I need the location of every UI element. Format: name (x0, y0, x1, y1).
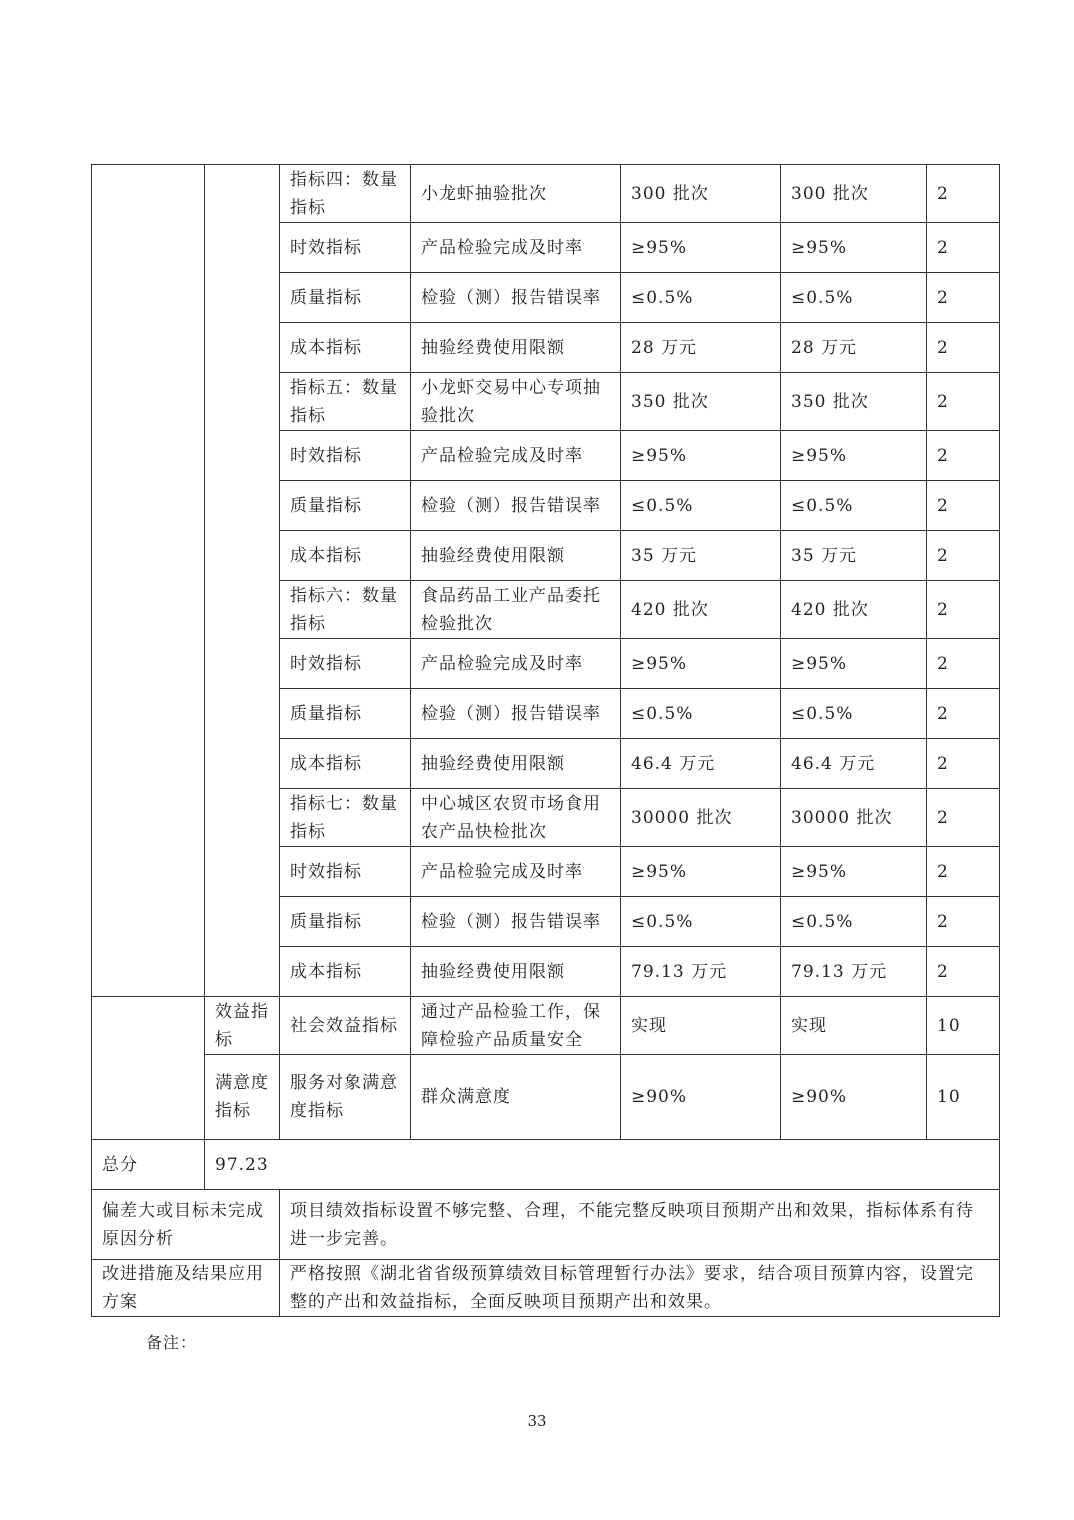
total-row (92, 1140, 1000, 1190)
metric-actual: ≥95% (781, 431, 927, 481)
metric-name: 质量指标 (280, 897, 411, 947)
metric-name: 时效指标 (280, 639, 411, 689)
metric-target: ≤0.5% (621, 897, 781, 947)
metric-actual: ≥95% (781, 223, 927, 273)
benefit-content: 通过产品检验工作，保障检验产品质量安全 (411, 997, 621, 1055)
benefit-row (92, 997, 1000, 1055)
satisfaction-actual: ≥90% (781, 1055, 927, 1140)
satisfaction-content: 群众满意度 (411, 1055, 621, 1140)
deviation-row (92, 1190, 1000, 1260)
total-label: 总分 (92, 1140, 205, 1190)
metric-score: 2 (927, 847, 1000, 897)
metric-content: 小龙虾抽验批次 (411, 165, 621, 223)
metric-actual: ≤0.5% (781, 481, 927, 531)
benefit-category: 效益指标 (205, 997, 280, 1055)
metric-name: 指标四：数量指标 (280, 165, 411, 223)
metric-name: 质量指标 (280, 481, 411, 531)
metric-target: ≥95% (621, 431, 781, 481)
metric-score: 2 (927, 273, 1000, 323)
metric-name: 成本指标 (280, 531, 411, 581)
metric-content: 检验（测）报告错误率 (411, 689, 621, 739)
metric-target: 350 批次 (621, 373, 781, 431)
page-number: 33 (527, 1412, 547, 1430)
metric-score: 2 (927, 739, 1000, 789)
metric-content: 检验（测）报告错误率 (411, 273, 621, 323)
performance-table (91, 164, 1000, 1317)
metric-content: 产品检验完成及时率 (411, 223, 621, 273)
benefit-name: 社会效益指标 (280, 997, 411, 1055)
metric-content: 抽验经费使用限额 (411, 739, 621, 789)
metric-score: 2 (927, 789, 1000, 847)
metric-content: 产品检验完成及时率 (411, 639, 621, 689)
metric-content: 检验（测）报告错误率 (411, 897, 621, 947)
metric-name: 成本指标 (280, 739, 411, 789)
benefit-actual: 实现 (781, 997, 927, 1055)
metric-score: 2 (927, 689, 1000, 739)
metric-target: 30000 批次 (621, 789, 781, 847)
metric-actual: 350 批次 (781, 373, 927, 431)
metric-target: ≤0.5% (621, 273, 781, 323)
satisfaction-name: 服务对象满意度指标 (280, 1055, 411, 1140)
metric-content: 检验（测）报告错误率 (411, 481, 621, 531)
metric-actual: ≤0.5% (781, 689, 927, 739)
metric-score: 2 (927, 323, 1000, 373)
satisfaction-row (92, 1055, 1000, 1140)
metric-content: 小龙虾交易中心专项抽验批次 (411, 373, 621, 431)
metric-actual: ≥95% (781, 639, 927, 689)
metric-name: 时效指标 (280, 847, 411, 897)
satisfaction-target: ≥90% (621, 1055, 781, 1140)
category-cell (92, 165, 205, 997)
metric-target: 79.13 万元 (621, 947, 781, 997)
metric-score: 2 (927, 481, 1000, 531)
metric-actual: 79.13 万元 (781, 947, 927, 997)
improvement-label: 改进措施及结果应用方案 (92, 1260, 280, 1317)
metric-name: 成本指标 (280, 947, 411, 997)
metric-target: 300 批次 (621, 165, 781, 223)
metric-actual: 300 批次 (781, 165, 927, 223)
deviation-text: 项目绩效指标设置不够完整、合理，不能完整反映项目预期产出和效果，指标体系有待进一步完善。 (280, 1190, 1000, 1260)
metric-score: 2 (927, 223, 1000, 273)
metric-target: 35 万元 (621, 531, 781, 581)
metric-content: 食品药品工业产品委托检验批次 (411, 581, 621, 639)
table-row (92, 165, 1000, 223)
blank-category-cell (92, 997, 205, 1140)
metric-content: 抽验经费使用限额 (411, 323, 621, 373)
metric-score: 2 (927, 897, 1000, 947)
metric-content: 抽验经费使用限额 (411, 947, 621, 997)
metric-actual: ≤0.5% (781, 897, 927, 947)
metric-score: 2 (927, 431, 1000, 481)
metric-name: 时效指标 (280, 223, 411, 273)
metric-actual: 420 批次 (781, 581, 927, 639)
metric-content: 产品检验完成及时率 (411, 847, 621, 897)
metric-name: 质量指标 (280, 273, 411, 323)
metric-name: 指标七：数量指标 (280, 789, 411, 847)
metric-score: 2 (927, 947, 1000, 997)
metric-actual: 35 万元 (781, 531, 927, 581)
improvement-text: 严格按照《湖北省省级预算绩效目标管理暂行办法》要求，结合项目预算内容，设置完整的产出和效益指标，全面反映项目预期产出和效果。 (280, 1260, 1000, 1317)
metric-actual: 30000 批次 (781, 789, 927, 847)
deviation-label: 偏差大或目标未完成原因分析 (92, 1190, 280, 1260)
metric-target: ≥95% (621, 847, 781, 897)
subcategory-cell (205, 165, 280, 997)
metric-name: 指标五：数量指标 (280, 373, 411, 431)
metric-name: 时效指标 (280, 431, 411, 481)
metric-name: 指标六：数量指标 (280, 581, 411, 639)
metric-content: 产品检验完成及时率 (411, 431, 621, 481)
metric-content: 抽验经费使用限额 (411, 531, 621, 581)
metric-name: 成本指标 (280, 323, 411, 373)
benefit-target: 实现 (621, 997, 781, 1055)
metric-target: ≤0.5% (621, 481, 781, 531)
metric-content: 中心城区农贸市场食用农产品快检批次 (411, 789, 621, 847)
metric-score: 2 (927, 373, 1000, 431)
metric-target: ≥95% (621, 223, 781, 273)
metric-score: 2 (927, 165, 1000, 223)
metric-score: 2 (927, 531, 1000, 581)
metric-target: 46.4 万元 (621, 739, 781, 789)
metric-target: 420 批次 (621, 581, 781, 639)
metric-actual: 28 万元 (781, 323, 927, 373)
improvement-row (92, 1260, 1000, 1317)
satisfaction-score: 10 (927, 1055, 1000, 1140)
metric-target: ≤0.5% (621, 689, 781, 739)
metric-name: 质量指标 (280, 689, 411, 739)
total-value: 97.23 (205, 1140, 1000, 1190)
metric-actual: 46.4 万元 (781, 739, 927, 789)
satisfaction-category: 满意度指标 (205, 1055, 280, 1140)
metric-score: 2 (927, 581, 1000, 639)
note-label: 备注： (146, 1333, 198, 1352)
metric-target: 28 万元 (621, 323, 781, 373)
metric-actual: ≥95% (781, 847, 927, 897)
metric-score: 2 (927, 639, 1000, 689)
metric-target: ≥95% (621, 639, 781, 689)
benefit-score: 10 (927, 997, 1000, 1055)
metric-actual: ≤0.5% (781, 273, 927, 323)
